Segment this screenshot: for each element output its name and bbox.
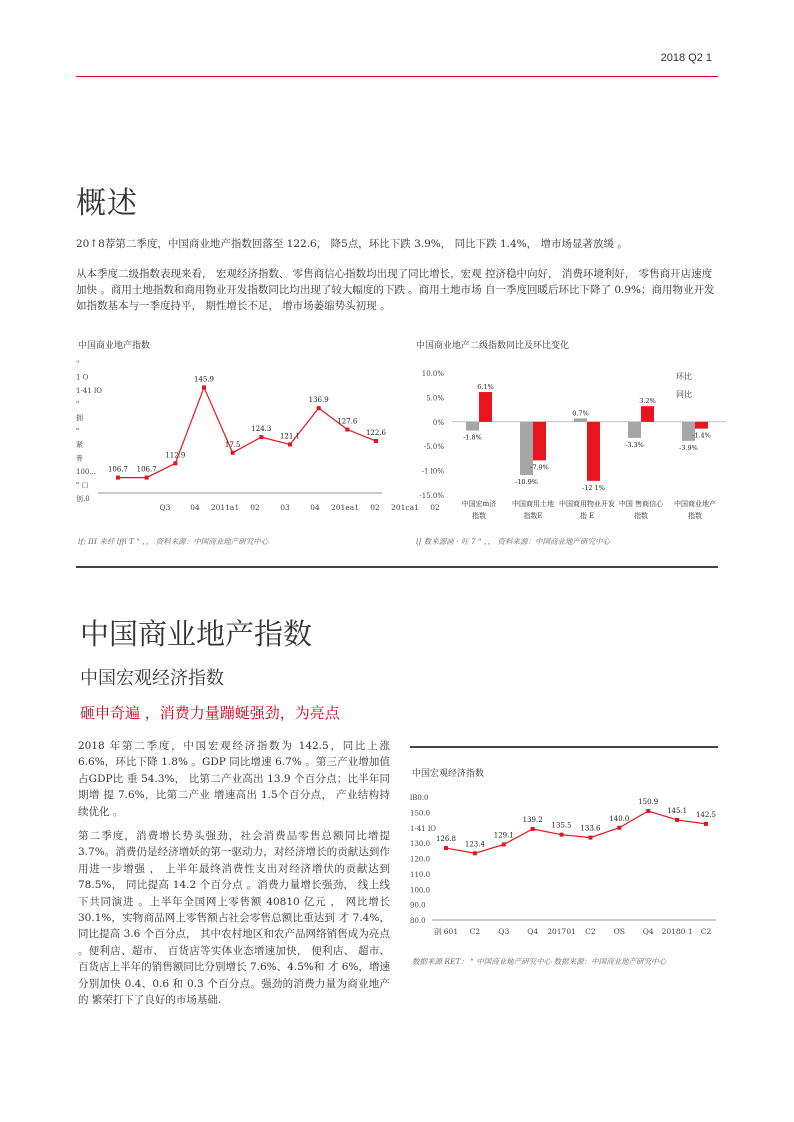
chart1-y-mark: 骨 bbox=[76, 454, 83, 463]
chart1-x-label: 04 bbox=[310, 503, 320, 512]
chart2-source-mark-3: ，， bbox=[483, 537, 496, 546]
chart3-point bbox=[617, 826, 621, 830]
chart2-source bbox=[416, 536, 610, 547]
chart1-data-label: 124.3 bbox=[251, 425, 272, 434]
chart2-category-label: 中国商用物业开发 bbox=[559, 500, 615, 508]
chart3-point bbox=[531, 827, 535, 831]
chart2-title: 中国商业地产二级指数同比及环比变化 bbox=[416, 341, 570, 351]
overview-para-2: 从本季度二级指数表现来看， 宏观经济指数、 零售商信心指数均出现了同比增长，宏观 控济稳中向好， 消费环境利好， 零售商开店速度加快 。商用土地指数和商用物业开发指数同比均出现了较大幅度的下跌 。商用土地市场 自一季度回暖后环比下降了 0.9%；商用物业开发 如指数基本与一季度持平， 期性增长不足， 增市场萎缩势头初现 。 bbox=[76, 268, 715, 312]
chart3-y-tick: 80.0 bbox=[410, 917, 426, 925]
chart3-y-tick: 120.0 bbox=[410, 855, 431, 864]
chart3-point bbox=[444, 846, 448, 850]
chart3-series-line bbox=[446, 811, 706, 853]
chart1-point bbox=[231, 451, 235, 455]
chart3-x-label: 201701 bbox=[547, 927, 576, 936]
chart1-data-label: 122.6 bbox=[365, 429, 387, 438]
chart1-point bbox=[202, 385, 206, 389]
chart1-y-mark: 创.0 bbox=[76, 495, 90, 503]
chart3-data-label: 133.6 bbox=[580, 824, 601, 833]
chart1-data-label: 121.1 bbox=[279, 432, 301, 441]
chart1-x-label: 02 bbox=[250, 503, 260, 512]
chart1-y-mark: 紧 bbox=[76, 441, 83, 449]
chart3-x-label: 剖 601 bbox=[433, 927, 459, 936]
chart3-title: 中国宏观经济指数 bbox=[412, 769, 485, 779]
chart3-x-label: Q3 bbox=[498, 927, 510, 936]
chart2-bar-label: -7.9% bbox=[530, 463, 549, 472]
chart2-source-mark-2: " bbox=[478, 537, 482, 546]
chart3-x-label: C2 bbox=[469, 927, 481, 936]
chart3-y-tick: 1-41 lO bbox=[410, 824, 436, 833]
overview-title: 概述 bbox=[76, 186, 138, 221]
chart2-category-label: 中国 售商信心 bbox=[618, 500, 664, 508]
chart2-legend-2: 同比 bbox=[676, 390, 692, 399]
chart1-data-label: 106.7 bbox=[107, 465, 129, 474]
chart2-bar-label: 3.2% bbox=[639, 397, 656, 406]
chart2-category-label: 指 E bbox=[579, 512, 595, 520]
chart2-category-label: 指数 bbox=[472, 512, 486, 520]
chart2-bar-label: -3.9% bbox=[679, 443, 698, 452]
section2-para-2: 第二季度，消费增长势头强劲，社会消费品零售总额同比增提 3.7%。消费仍是经济增妖的第一驱动力，对经济增长的贡献达到作用进一步增强 ， 上半年最终消费性支出对经济增伏的贡献达到 78.5%， 同比提高 14.2 个百分点 。消费力量增长强劲， 线上线下共同演进 。上半年全国网上零售额 40810 亿元 ， 网比增长 30.1%，实物商品网上零售额占社会零售总额比重达到 才 7.4%，同比提高 3.6 个百分点， 其中农村地区和农产品网络销售成为亮点 。便利店、超市、 百货店等实体业态增速加快， 便利店、 超市、百货店上半年的销售额同比分别增长 7.6%、4.5%和 才 6%，增速分别加快 0.4、0.6 和 0.3 个百分点。强劲的消费力量为商业地产的 繁荣打下了良好的市场基础. bbox=[78, 830, 390, 1007]
chart1-point bbox=[345, 428, 349, 432]
chart3-x-label: Q4 bbox=[642, 927, 654, 936]
chart2-legend-1: 环比 bbox=[676, 372, 692, 381]
chart1-data-label: 17.5 bbox=[224, 440, 241, 449]
chart2-bar-mom bbox=[628, 422, 641, 438]
chart1-data-label: 136.9 bbox=[308, 396, 329, 405]
chart1-y-mark: 拥 bbox=[76, 414, 83, 422]
chart1-x-label: 03 bbox=[280, 503, 290, 512]
chart3-x-label: OS bbox=[613, 927, 625, 936]
chart1-x-label: 04 bbox=[190, 503, 200, 512]
chart2-bar-label: 6.1% bbox=[477, 383, 494, 392]
chart3-y-tick: 150.0 bbox=[410, 809, 431, 818]
chart1-point bbox=[374, 439, 378, 443]
chart3-x-label: C2 bbox=[700, 927, 712, 936]
chart3-source bbox=[412, 956, 666, 967]
chart2-bar-label: -3.3% bbox=[625, 440, 644, 449]
chart1-x-label: 02 bbox=[370, 503, 380, 512]
chart1-y-mark: 1-41 lO bbox=[76, 387, 102, 395]
chart3-data-label: 140.0 bbox=[609, 814, 630, 823]
chart2-y-tick: 0% bbox=[432, 418, 444, 427]
chart1-point bbox=[173, 461, 177, 465]
chart2-category-label: 指数E bbox=[523, 512, 543, 520]
chart1-point bbox=[145, 476, 149, 480]
chart3-source-mark-1: 数据来源 RET： bbox=[412, 957, 469, 966]
chart3-point bbox=[473, 851, 477, 855]
chart3-data-label: 123.4 bbox=[464, 840, 485, 849]
chart2-category-label: 指数 bbox=[634, 512, 648, 520]
chart1-y-mark: " bbox=[76, 427, 80, 436]
chart3-point bbox=[588, 836, 592, 840]
chart3-data-label: 142.5 bbox=[695, 810, 717, 819]
page-number: 2018 Q2 1 bbox=[660, 52, 712, 64]
chart2-y-tick: 5.0% bbox=[426, 394, 444, 403]
chart3-point bbox=[675, 818, 679, 822]
chart1-x-label: 201ea1 bbox=[331, 503, 359, 512]
chart1-source-text: 资料来源：中国商业地产研究中心 bbox=[155, 537, 269, 546]
chart2-category-label: 中国商用土地 bbox=[512, 500, 554, 508]
chart3-x-label: C2 bbox=[585, 927, 596, 936]
chart1-data-label: 145.9 bbox=[193, 375, 215, 384]
chart3-data-label: 139.2 bbox=[522, 815, 543, 824]
chart1-title: 中国商业地产指数 bbox=[78, 341, 151, 351]
chart2-bar-yoy bbox=[641, 406, 654, 422]
chart1-data-label: 106.7 bbox=[136, 465, 157, 474]
header-rule bbox=[76, 76, 718, 77]
chart3-point bbox=[646, 809, 650, 813]
chart1-series-line bbox=[118, 387, 376, 477]
chart3-source-mark-2: " bbox=[470, 957, 474, 966]
chart3-y-tick: 110.0 bbox=[410, 870, 431, 879]
chart2-bar-yoy bbox=[479, 392, 492, 422]
chart2-bar-mom bbox=[466, 422, 479, 431]
chart2-bar-label: -1.8% bbox=[463, 433, 482, 442]
chart3-y-tick: 130.0 bbox=[410, 840, 431, 849]
chart2-bar-label: -10.9% bbox=[515, 477, 538, 486]
chart3-point bbox=[704, 822, 708, 826]
chart1-source-mark-1: lf; III 来纤 lffl T bbox=[78, 537, 134, 546]
chart2-bar-mom bbox=[574, 418, 587, 421]
chart1-source bbox=[78, 536, 268, 547]
chart2-category-label: 指数 bbox=[688, 512, 702, 520]
chart2-category-label: 中国商业地产 bbox=[674, 500, 716, 508]
chart2-category-label: 中国宏m济 bbox=[461, 500, 497, 508]
chart3-data-label: 145.1 bbox=[667, 806, 688, 815]
chart1-y-mark: 100... bbox=[76, 468, 97, 476]
chart2-source-text: 资料来源：中国商业地产研究中心 bbox=[497, 537, 610, 546]
section-divider bbox=[76, 566, 718, 568]
chart3-source-text: 数据来源：中国商业地产研究中心 bbox=[553, 957, 667, 966]
chart3-data-label: 150.9 bbox=[638, 797, 659, 806]
chart1-y-mark: " bbox=[76, 400, 80, 409]
chart2-y-tick: 10.0% bbox=[421, 370, 444, 378]
chart1-y-mark: 1 O bbox=[76, 373, 89, 382]
chart2-y-tick: -1 l0% bbox=[421, 467, 444, 476]
chart2-bar-label: -12 1% bbox=[582, 483, 605, 492]
chart3 bbox=[404, 790, 720, 946]
chart1-data-label: 112.9 bbox=[165, 451, 186, 460]
chart2-bar-label: -1.4% bbox=[692, 431, 711, 440]
chart3-x-label: 20180 1 bbox=[661, 927, 693, 936]
chart3-data-label: 126.8 bbox=[435, 835, 457, 844]
section2-title: 中国商业地产指数 bbox=[80, 617, 313, 651]
chart3-data-label: 129.1 bbox=[493, 831, 514, 840]
chart2-bar-label: 0.7% bbox=[572, 409, 589, 418]
chart2-bar-yoy bbox=[587, 422, 600, 481]
chart3-y-tick: lB0.0 bbox=[410, 794, 429, 802]
chart3-source-mark-3: 中国商业地产研究中心 bbox=[476, 957, 552, 966]
chart2-bar-yoy bbox=[533, 422, 546, 461]
chart3-point bbox=[502, 843, 506, 847]
chart1-y-mark: " 口 bbox=[76, 481, 89, 490]
chart3-data-label: 135.5 bbox=[551, 821, 572, 830]
chart1-point bbox=[259, 435, 263, 439]
chart1-data-label: 127.6 bbox=[337, 417, 358, 426]
chart1-x-label: 201ca1 bbox=[391, 503, 419, 512]
section2-subtitle: 中国宏观经济指数 bbox=[80, 668, 224, 689]
chart2-y-tick: -15.0% bbox=[419, 492, 444, 500]
section2-para-1: 2018 年第二季度，中国宏观经济指数为 142.5，同比上涨 6.6%，环比下降 1.8% 。GDP 同比增速 6.7% 。第三产业增加值 占GDP比 重 54.3%， 比第二产业高出 13.9 个百分点；比半年同期增 提 7.6%，比第二产业 增速高出 1.5个百分点， 产业结构持续优化 。 bbox=[78, 740, 390, 818]
chart3-y-tick: 90.0 bbox=[410, 901, 426, 910]
chart1-x-label: 02 bbox=[430, 503, 440, 512]
chart3-y-tick: 100.0 bbox=[410, 886, 431, 895]
chart2-y-tick: -5.0% bbox=[423, 443, 444, 452]
chart1-source-mark-2: " bbox=[136, 537, 140, 546]
chart1-x-label: Q3 bbox=[159, 503, 171, 512]
chart1-x-label: 2011a1 bbox=[210, 503, 240, 512]
chart1-source-mark-3: ，， bbox=[142, 537, 154, 546]
chart1-point bbox=[116, 476, 120, 480]
chart2-bar-yoy bbox=[695, 422, 708, 429]
chart3-point bbox=[560, 833, 564, 837]
overview-para-1: 20↑8荐第二季度，中国商业地产指数回落至 122.6， 降5点，环比下跌 3.9%， 同比下跌 1.4%， 增市场显著放缓 。 bbox=[76, 238, 628, 250]
chart2 bbox=[410, 360, 730, 530]
chart1-point bbox=[317, 406, 321, 410]
chart3-x-label: Q4 bbox=[527, 927, 539, 936]
chart3-top-rule bbox=[410, 746, 718, 748]
chart2-source-mark-1: lJ 数来源画 · 旺 7 bbox=[416, 537, 476, 546]
chart1-point bbox=[288, 442, 292, 446]
chart1-y-mark: " bbox=[76, 360, 80, 368]
section2-highlight: 砸申奇遍 ，消费力量蹦蜒强劲，为亮点 bbox=[80, 704, 340, 722]
